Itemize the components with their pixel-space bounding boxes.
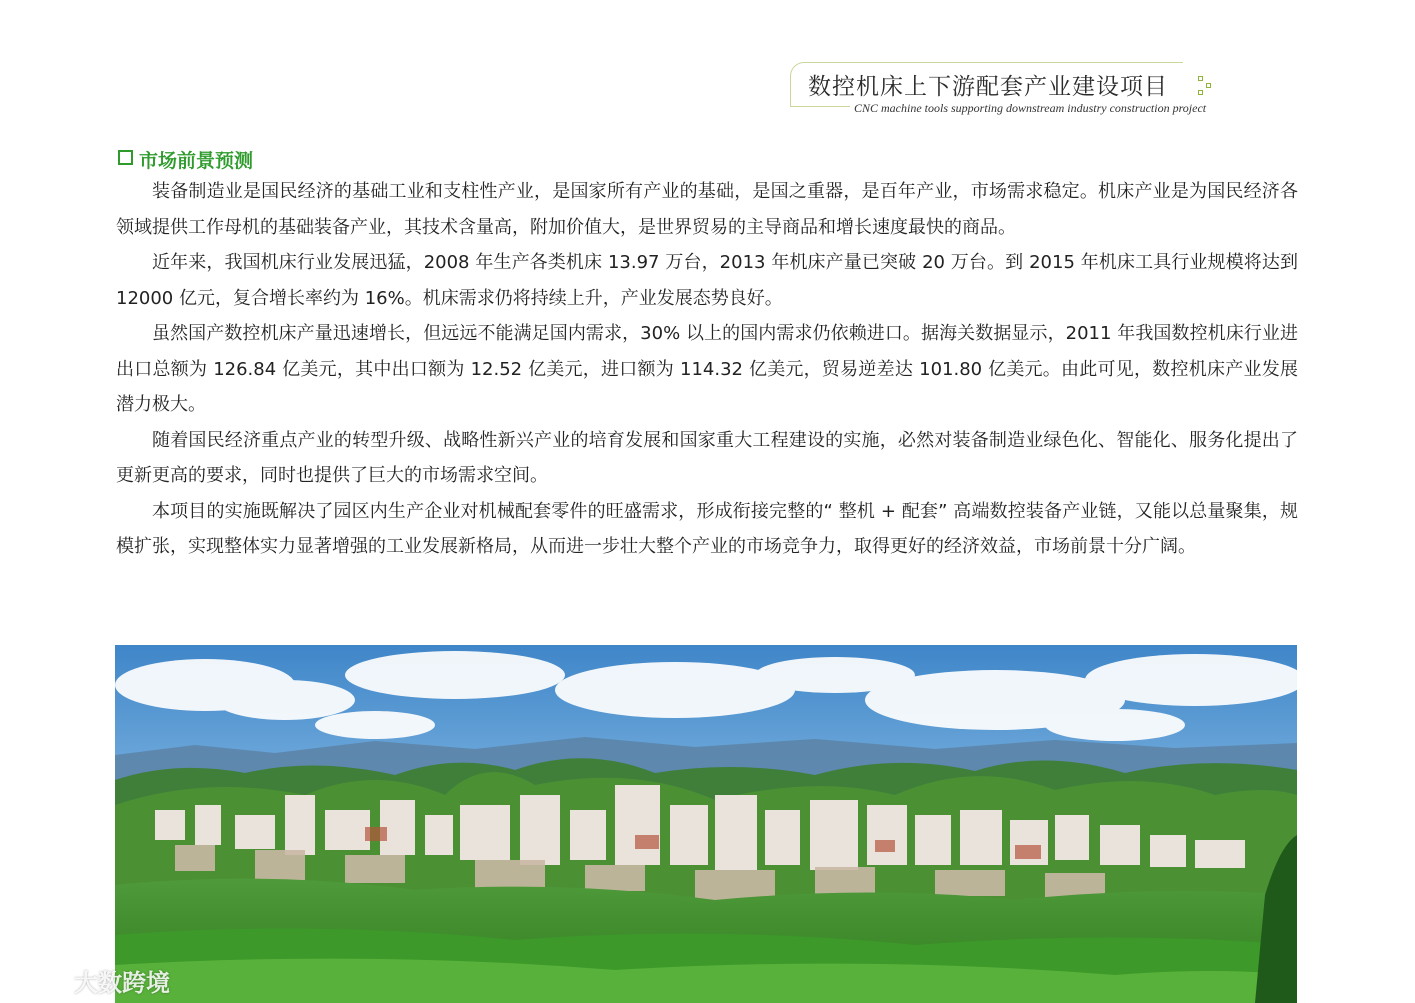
page-header bbox=[790, 62, 1260, 115]
body-text bbox=[116, 174, 1298, 565]
watermark-text: 大数跨境 bbox=[74, 969, 170, 997]
section-title: 市场前景预测 bbox=[139, 150, 254, 172]
header-subtitle: CNC machine tools supporting downstream industry construction project bbox=[854, 101, 1207, 115]
landscape-illustration bbox=[115, 645, 1297, 1003]
header-frame-line bbox=[790, 106, 850, 107]
square-bullet-icon bbox=[118, 150, 133, 165]
paragraph: 本项目的实施既解决了园区内生产企业对机械配套零件的旺盛需求，形成衔接完整的“ 整机 + 配套” 高端数控装备产业链，又能以总量聚集，规模扩张，实现整体实力显著增强的工业发展新格局，从而进一步壮大整个产业的市场竞争力，取得更好的经济效益，市场前景十分广阔。 bbox=[116, 500, 1298, 557]
grid-dots-icon bbox=[1198, 76, 1220, 98]
header-title: 数控机床上下游配套产业建设项目 bbox=[808, 74, 1168, 100]
paragraph: 装备制造业是国民经济的基础工业和支柱性产业，是国家所有产业的基础，是国之重器，是百年产业，市场需求稳定。机床产业是为国民经济各领域提供工作母机的基础装备产业，其技术含量高，附加价值大，是世界贸易的主导商品和增长速度最快的商品。 bbox=[116, 181, 1298, 238]
paragraph: 随着国民经济重点产业的转型升级、战略性新兴产业的培育发展和国家重大工程建设的实施，必然对装备制造业绿色化、智能化、服务化提出了更新更高的要求，同时也提供了巨大的市场需求空间。 bbox=[116, 429, 1298, 486]
town-landscape-photo bbox=[115, 645, 1297, 1003]
watermark-logo-icon bbox=[8, 960, 64, 994]
paragraph: 近年来，我国机床行业发展迅猛，2008 年生产各类机床 13.97 万台，2013 年机床产量已突破 20 万台。到 2015 年机床工具行业规模将达到 12000 亿元，复合增长率约为 16%。机床需求仍将持续上升，产业发展态势良好。 bbox=[116, 252, 1298, 309]
paragraph: 虽然国产数控机床产量迅速增长，但远远不能满足国内需求，30% 以上的国内需求仍依赖进口。据海关数据显示，2011 年我国数控机床行业进出口总额为 126.84 亿美元，其中出口额为 12.52 亿美元，进口额为 114.32 亿美元，贸易逆差达 101.80 亿美元。由此可见，数控机床产业发展潜力极大。 bbox=[116, 323, 1298, 415]
